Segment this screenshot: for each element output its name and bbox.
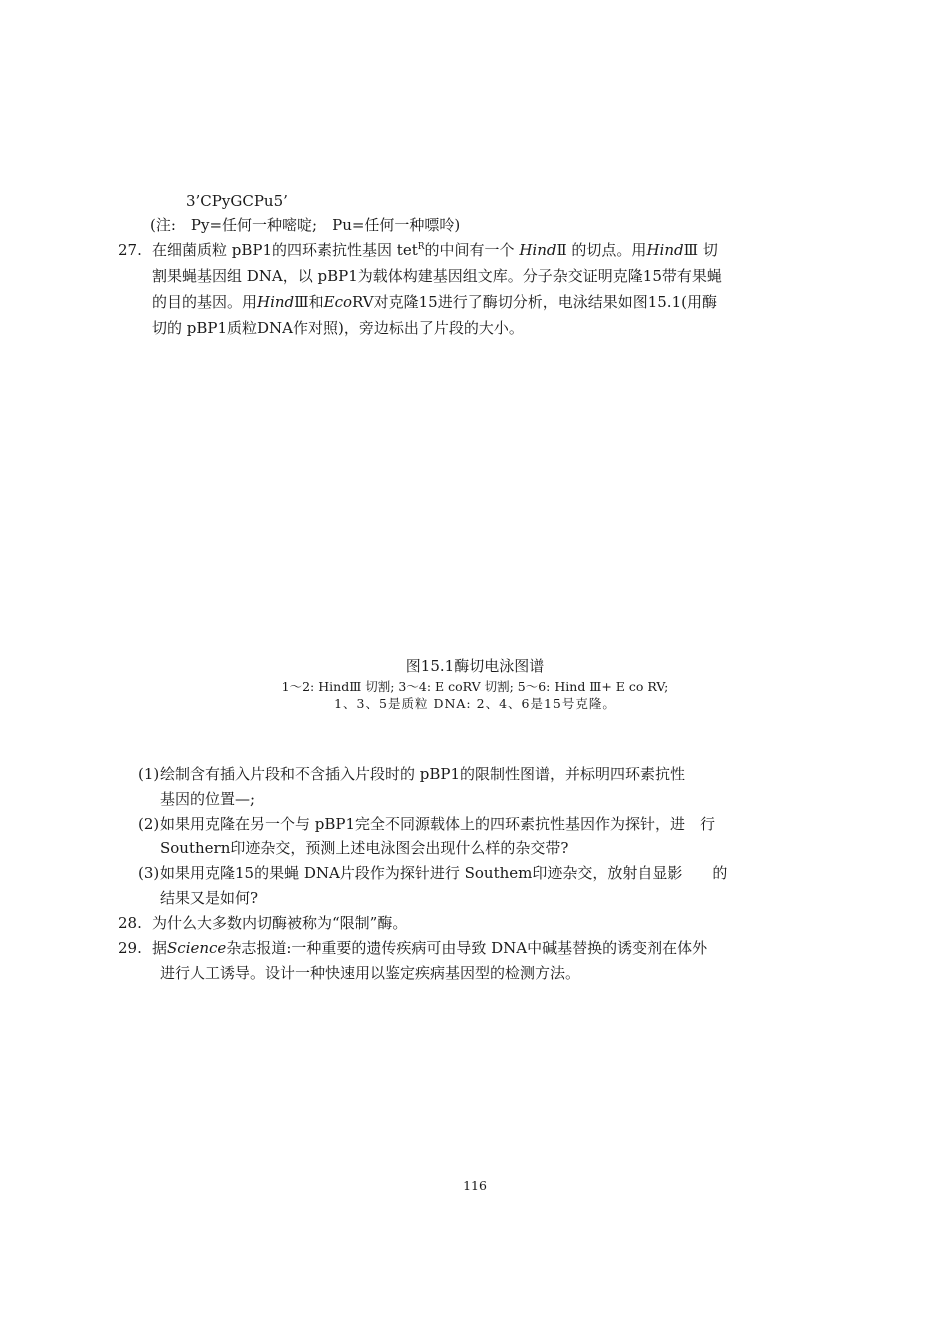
q27-line-1 <box>152 240 718 260</box>
q27-l1-d: Ⅲ 切 <box>683 241 718 259</box>
q27-l3-hind: Hind <box>257 293 295 311</box>
q27-l3-c: RV对克隆15进行了酶切分析，电泳结果如图15.1(用酶 <box>352 293 717 311</box>
tet-superscript: R <box>417 242 425 252</box>
q27-l3-eco: Eco <box>323 293 353 311</box>
q27-line-2: 割果蝇基因组 DNA，以 pBP1为载体构建基因组文库。分子杂交证明克隆15带有果蝇 <box>152 267 722 285</box>
figure-legend-1: 1～2: HindⅢ 切割; 3～4: E coRV 切割; 5～6: Hind Ⅲ+ E co RV; <box>281 679 669 694</box>
sub2-line-2: Southern印迹杂交，预测上述电泳图会出现什么样的杂交带? <box>160 839 569 857</box>
q27-line-3 <box>152 292 717 312</box>
q27-number: 27. <box>118 241 142 259</box>
q27-l3-b: Ⅲ和 <box>294 293 324 311</box>
q28-text: 为什么大多数内切酶被称为“限制”酶。 <box>152 914 408 932</box>
q29-science: Science <box>167 939 227 957</box>
figure-title: 图15.1酶切电泳图谱 <box>405 657 545 675</box>
q29-l1-b: 杂志报道:一种重要的遗传疾病可由导致 DNA中碱基替换的诱变剂在体外 <box>226 939 708 957</box>
note-line: (注: Py=任何一种嘧啶; Pu=任何一种嘌呤) <box>150 216 461 234</box>
sub3-number: (3) <box>138 864 160 882</box>
q27-l1-hind-1: Hind <box>519 241 557 259</box>
q29-line-1 <box>152 938 707 958</box>
q29-number: 29. <box>118 939 142 957</box>
sequence-line: 3’CPyGCPu5’ <box>186 192 288 210</box>
q29-l1-a: 据 <box>152 939 168 957</box>
q27-l1-c: Ⅱ 的切点。用 <box>556 241 647 259</box>
sub2-number: (2) <box>138 815 160 833</box>
sub1-line-2: 基因的位置—; <box>160 790 256 808</box>
page-number: 116 <box>463 1178 487 1193</box>
figure-legend-2: 1、3、5是质粒 DNA: 2、4、6是15号克隆。 <box>334 696 616 711</box>
q27-l3-a: 的目的基因。用 <box>152 293 258 311</box>
q29-line-2: 进行人工诱导。设计一种快速用以鉴定疾病基因型的检测方法。 <box>160 964 581 982</box>
sub3-line-2: 结果又是如何? <box>160 889 259 907</box>
sub1-number: (1) <box>138 765 160 783</box>
q27-l1-b: 的中间有一个 <box>424 241 515 259</box>
sub3-line-1: 如果用克隆15的果蝇 DNA片段作为探针进行 Southem印迹杂交，放射自显影 的 <box>160 864 728 882</box>
sub1-line-1: 绘制含有插入片段和不含插入片段时的 pBP1的限制性图谱，并标明四环素抗性 <box>160 765 686 783</box>
q27-line-4: 切的 pBP1质粒DNA作对照)，旁边标出了片段的大小。 <box>152 319 524 337</box>
q28-number: 28. <box>118 914 142 932</box>
q27-l1-a: 在细菌质粒 pBP1的四环素抗性基因 tet <box>152 241 418 259</box>
sub2-line-1: 如果用克隆在另一个与 pBP1完全不同源载体上的四环素抗性基因作为探针，进 行 <box>160 815 716 833</box>
q27-l1-hind-2: Hind <box>646 241 684 259</box>
